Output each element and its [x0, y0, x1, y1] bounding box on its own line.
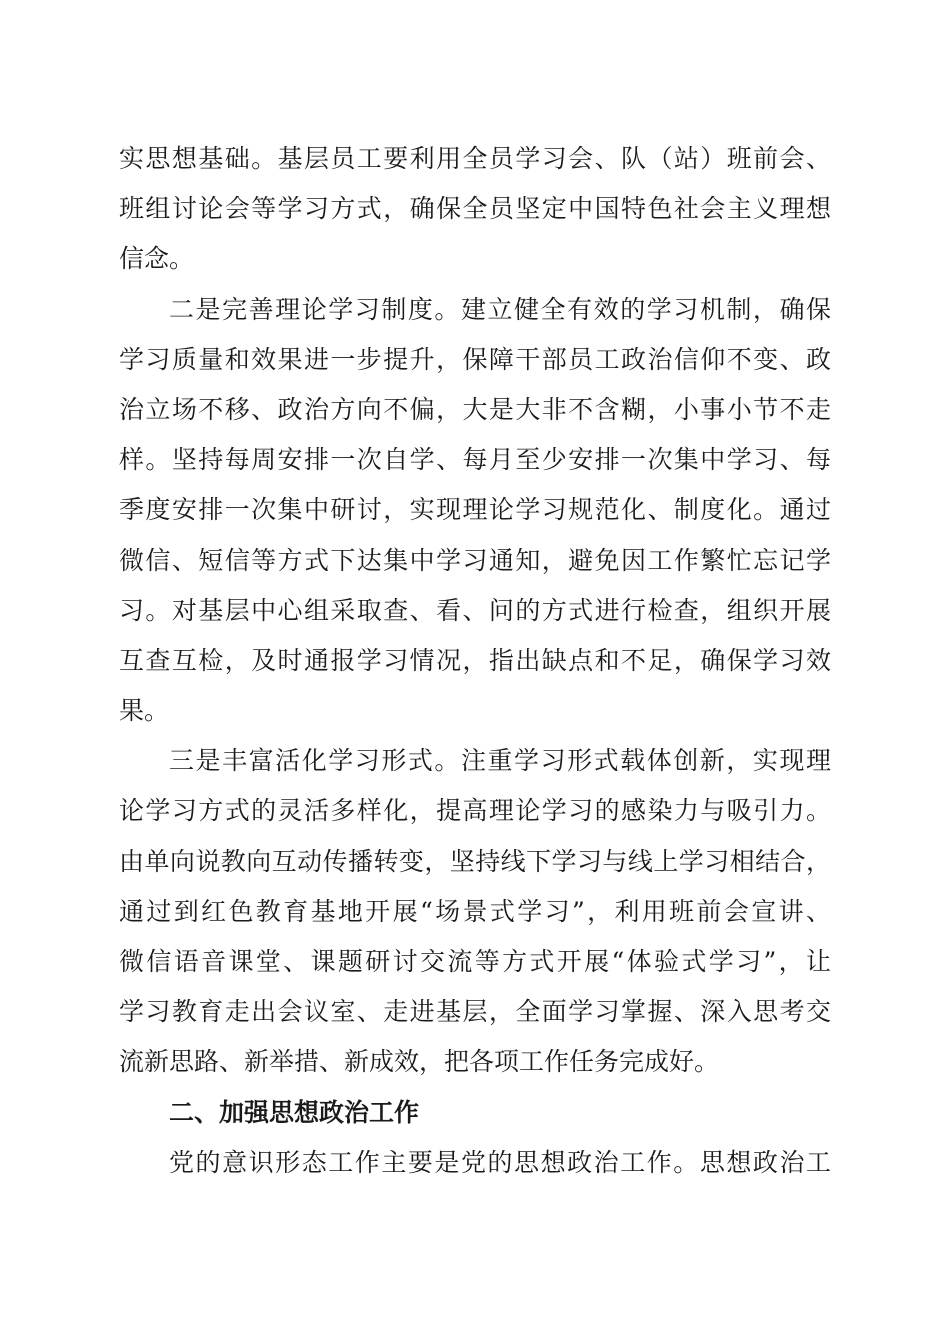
text-line: 样。坚持每周安排一次自学、每月至少安排一次集中学习、每: [119, 445, 831, 475]
text-line: 互查互检，及时通报学习情况，指出缺点和不足，确保学习效: [119, 645, 831, 675]
text-line: 季度安排一次集中研讨，实现理论学习规范化、制度化。通过: [119, 495, 831, 525]
section-heading: 二、加强思想政治工作: [169, 1097, 420, 1127]
text-line: 学习教育走出会议室、走进基层，全面学习掌握、深入思考交: [119, 997, 831, 1027]
paragraph-start-line: 党的意识形态工作主要是党的思想政治工作。思想政治工: [169, 1147, 831, 1177]
text-line: 由单向说教向互动传播转变，坚持线下学习与线上学习相结合，: [119, 846, 831, 876]
text-line: 果。: [119, 696, 170, 726]
text-line: 论学习方式的灵活多样化，提高理论学习的感染力与吸引力。: [119, 796, 831, 826]
paragraph-start-line: 三是丰富活化学习形式。注重学习形式载体创新，实现理: [169, 746, 831, 776]
text-line: 实思想基础。基层员工要利用全员学习会、队（站）班前会、: [119, 144, 831, 173]
text-line: 习。对基层中心组采取查、看、问的方式进行检查，组织开展: [119, 595, 831, 625]
text-line: 班组讨论会等学习方式，确保全员坚定中国特色社会主义理想: [119, 194, 831, 224]
text-line: 学习质量和效果进一步提升，保障干部员工政治信仰不变、政: [119, 344, 831, 374]
paragraph-start-line: 二是完善理论学习制度。建立健全有效的学习机制，确保: [169, 294, 831, 324]
text-line: 治立场不移、政治方向不偏，大是大非不含糊，小事小节不走: [119, 394, 831, 424]
text-line: 微信、短信等方式下达集中学习通知，避免因工作繁忙忘记学: [119, 545, 831, 575]
document-body: [119, 134, 831, 1188]
text-line: 微信语音课堂、课题研讨交流等方式开展“体验式学习”，让: [119, 947, 831, 976]
text-line: 信念。: [119, 244, 195, 274]
text-line: 流新思路、新举措、新成效，把各项工作任务完成好。: [119, 1047, 720, 1077]
text-line: 通过到红色教育基地开展“场景式学习”，利用班前会宣讲、: [119, 896, 831, 926]
